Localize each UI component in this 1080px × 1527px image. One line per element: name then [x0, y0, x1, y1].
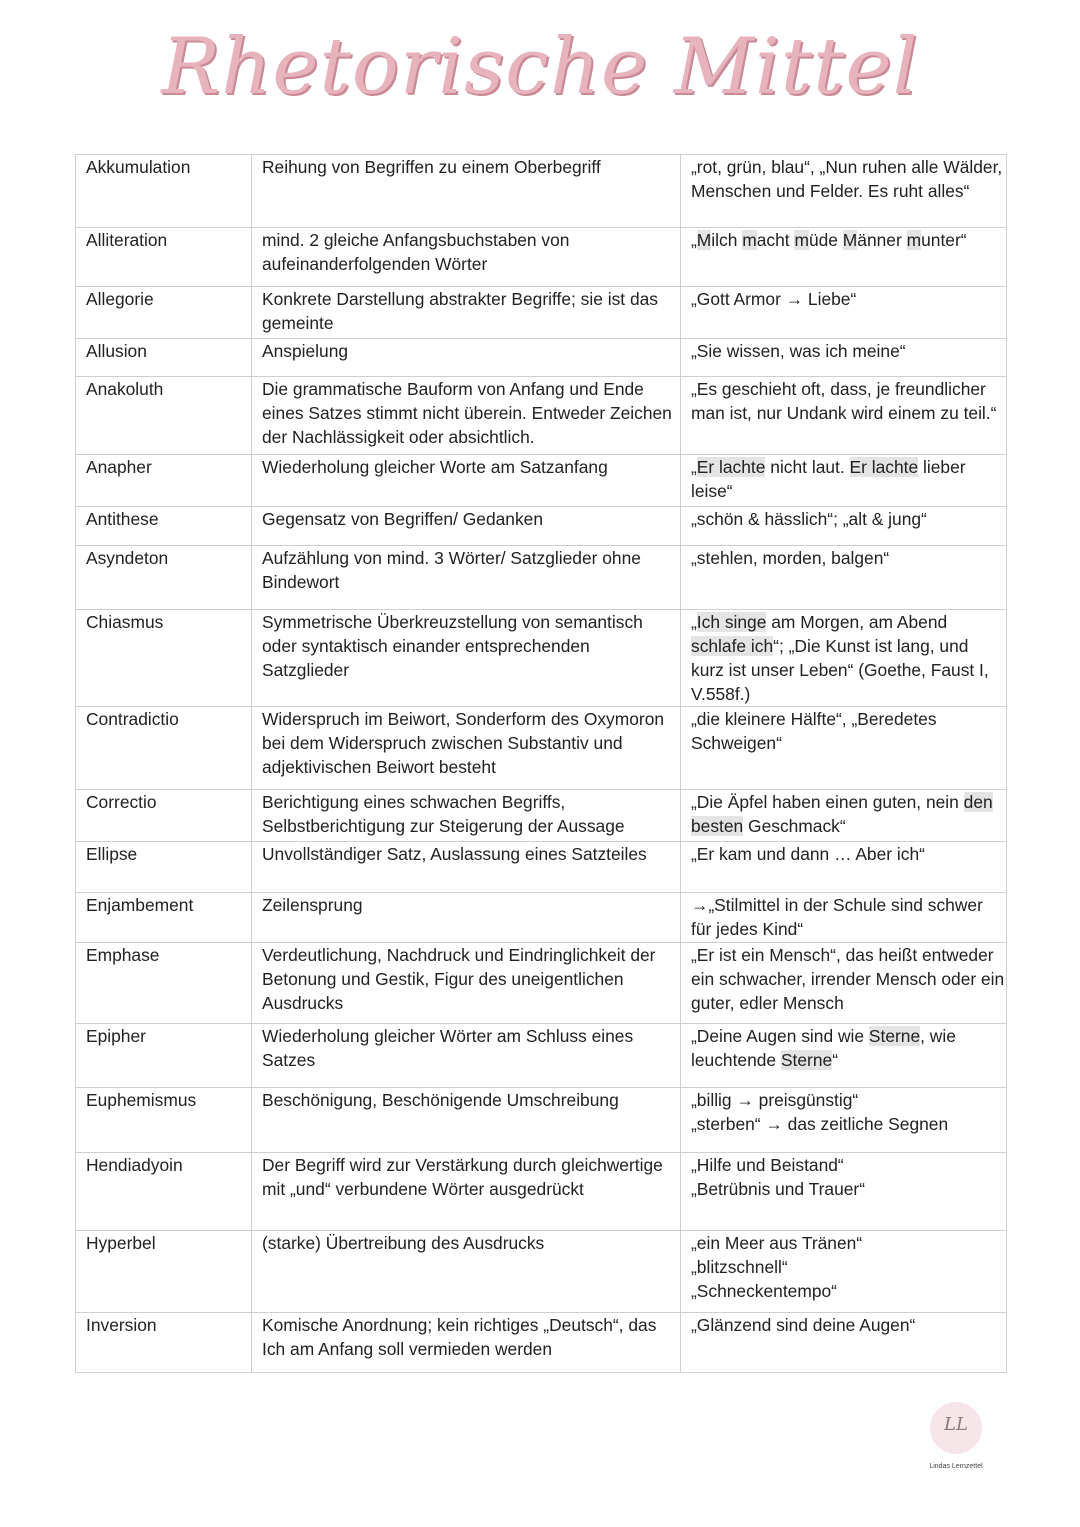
term-cell: Anapher [76, 455, 252, 507]
table-row [76, 507, 1007, 546]
term-cell: Correctio [76, 790, 252, 842]
example-text: „Er kam und dann … Aber ich“ [691, 844, 925, 864]
example-text: „Betrübnis und Trauer“ [691, 1179, 865, 1199]
term-cell: Antithese [76, 507, 252, 546]
example-text: „Deine Augen sind wie [691, 1026, 869, 1046]
term-cell: Allusion [76, 339, 252, 377]
example-text: „rot, grün, blau“, „Nun ruhen alle Wälder, Menschen und Felder. Es ruht alles“ [691, 157, 1003, 201]
page-title: Rhetorische Mittel [161, 22, 919, 112]
term-cell: Enjambement [76, 893, 252, 943]
example-text: “ [832, 1050, 838, 1070]
table-row [76, 610, 1007, 707]
example-cell [681, 228, 1007, 287]
definition-cell: Gegensatz von Begriffen/ Gedanken [252, 507, 681, 546]
term-cell: Hendiadyoin [76, 1153, 252, 1231]
example-cell [681, 1153, 1007, 1231]
example-cell [681, 1024, 1007, 1088]
example-cell [681, 546, 1007, 610]
definition-cell: Konkrete Darstellung abstrakter Begriffe; sie ist das gemeinte [252, 287, 681, 339]
table-row [76, 377, 1007, 455]
example-text: “; „Die Kunst ist lang, und kurz ist unser Leben“ (Goethe, Faust I, V.558f.) [691, 636, 989, 704]
example-text: unter“ [921, 230, 967, 250]
table-row [76, 339, 1007, 377]
definition-cell: Wiederholung gleicher Wörter am Schluss eines Satzes [252, 1024, 681, 1088]
example-text: „ [691, 457, 697, 477]
example-text: „Sie wissen, was ich meine“ [691, 341, 906, 361]
highlighted-text: m [794, 230, 809, 250]
term-cell: Emphase [76, 943, 252, 1024]
table-row [76, 790, 1007, 842]
example-cell [681, 455, 1007, 507]
example-text: nicht laut. [765, 457, 850, 477]
logo [930, 1402, 982, 1454]
example-text: „billig → preisgünstig“ [691, 1090, 859, 1110]
highlighted-text: M [696, 230, 712, 250]
table-row [76, 1231, 1007, 1313]
definition-cell: Komische Anordnung; kein richtiges „Deutsch“, das Ich am Anfang soll vermieden werden [252, 1313, 681, 1373]
term-cell: Allegorie [76, 287, 252, 339]
highlighted-text: Er lachte [849, 457, 919, 477]
definition-cell: Die grammatische Bauform von Anfang und Ende eines Satzes stimmt nicht überein. Entweder Zeichen der Nachlässigkeit oder absichtlich. [252, 377, 681, 455]
example-text: „Gott Armor → Liebe“ [691, 289, 857, 309]
table-row [76, 842, 1007, 893]
example-cell [681, 1231, 1007, 1313]
term-cell: Hyperbel [76, 1231, 252, 1313]
term-cell: Ellipse [76, 842, 252, 893]
example-cell [681, 943, 1007, 1024]
example-cell [681, 507, 1007, 546]
table-row [76, 1024, 1007, 1088]
example-text: acht [756, 230, 795, 250]
term-cell: Euphemismus [76, 1088, 252, 1153]
example-text: →„Stilmittel in der Schule sind schwer für jedes Kind“ [691, 895, 983, 939]
logo-caption: Lindas Lernzettel [929, 1463, 983, 1470]
example-cell [681, 339, 1007, 377]
highlighted-text: m [742, 230, 757, 250]
example-text: „ [691, 612, 697, 632]
example-cell [681, 287, 1007, 339]
table-row [76, 155, 1007, 228]
example-text: „Schneckentempo“ [691, 1281, 837, 1301]
rhetoric-table [75, 154, 1007, 1373]
table-row [76, 455, 1007, 507]
highlighted-text: Er lachte [696, 457, 766, 477]
definition-cell: Aufzählung von mind. 3 Wörter/ Satzglieder ohne Bindewort [252, 546, 681, 610]
definition-cell: (starke) Übertreibung des Ausdrucks [252, 1231, 681, 1313]
example-text: „schön & hässlich“; „alt & jung“ [691, 509, 927, 529]
example-text: „blitzschnell“ [691, 1257, 788, 1277]
highlighted-text: Ich singe [696, 612, 767, 632]
table-row [76, 546, 1007, 610]
term-cell: Epipher [76, 1024, 252, 1088]
example-text: ilch [711, 230, 743, 250]
definition-cell: Der Begriff wird zur Verstärkung durch gleichwertige mit „und“ verbundene Wörter ausgedrückt [252, 1153, 681, 1231]
example-text: „Es geschieht oft, dass, je freundlicher man ist, nur Undank wird einem zu teil.“ [691, 379, 997, 423]
term-cell: Asyndeton [76, 546, 252, 610]
definition-cell: Verdeutlichung, Nachdruck und Eindringlichkeit der Betonung und Gestik, Figur des uneigentlichen Ausdrucks [252, 943, 681, 1024]
example-text: Geschmack“ [743, 816, 846, 836]
term-cell: Chiasmus [76, 610, 252, 707]
example-cell [681, 1088, 1007, 1153]
definition-cell: Unvollständiger Satz, Auslassung eines Satzteiles [252, 842, 681, 893]
example-text: änner [857, 230, 907, 250]
definition-cell: Widerspruch im Beiwort, Sonderform des Oxymoron bei dem Widerspruch zwischen Substantiv und adjektivischen Beiwort besteht [252, 707, 681, 790]
term-cell: Akkumulation [76, 155, 252, 228]
example-text: „Er ist ein Mensch“, das heißt entweder ein schwacher, irrender Mensch oder ein guter, edler Mensch [691, 945, 1005, 1013]
table-row [76, 893, 1007, 943]
definition-cell: Reihung von Begriffen zu einem Oberbegriff [252, 155, 681, 228]
table-row [76, 1313, 1007, 1373]
highlighted-text: schlafe ich [691, 636, 774, 656]
example-cell [681, 1313, 1007, 1373]
example-cell [681, 377, 1007, 455]
highlighted-text: Sterne [868, 1026, 921, 1046]
logo-initials: LL [944, 1414, 968, 1435]
definition-cell: Beschönigung, Beschönigende Umschreibung [252, 1088, 681, 1153]
table-row [76, 287, 1007, 339]
term-cell: Anakoluth [76, 377, 252, 455]
example-text: lieber leise“ [691, 457, 966, 501]
example-text: am Morgen, am Abend [766, 612, 948, 632]
table-row [76, 707, 1007, 790]
term-cell: Inversion [76, 1313, 252, 1373]
example-text: „die kleinere Hälfte“, „Beredetes Schweigen“ [691, 709, 937, 753]
table-row [76, 1088, 1007, 1153]
example-cell [681, 155, 1007, 228]
term-cell: Alliteration [76, 228, 252, 287]
example-text: „Die Äpfel haben einen guten, nein [691, 792, 964, 812]
table-row [76, 228, 1007, 287]
example-cell [681, 842, 1007, 893]
highlighted-text: M [842, 230, 858, 250]
example-cell [681, 893, 1007, 943]
example-text: „Glänzend sind deine Augen“ [691, 1315, 916, 1335]
example-text: „Hilfe und Beistand“ [691, 1155, 844, 1175]
example-text: üde [808, 230, 843, 250]
example-text: „ [691, 230, 697, 250]
example-text: „stehlen, morden, balgen“ [691, 548, 890, 568]
definition-cell: Berichtigung eines schwachen Begriffs, Selbstberichtigung zur Steigerung der Aussage [252, 790, 681, 842]
highlighted-text: den besten [691, 792, 993, 836]
example-cell [681, 707, 1007, 790]
definition-cell: Zeilensprung [252, 893, 681, 943]
example-text: „ein Meer aus Tränen“ [691, 1233, 863, 1253]
table-row [76, 1153, 1007, 1231]
highlighted-text: Sterne [780, 1050, 833, 1070]
definition-cell: mind. 2 gleiche Anfangsbuchstaben von aufeinanderfolgenden Wörter [252, 228, 681, 287]
definition-cell: Wiederholung gleicher Worte am Satzanfang [252, 455, 681, 507]
example-text: „sterben“ → das zeitliche Segnen [691, 1114, 949, 1134]
table-row [76, 943, 1007, 1024]
example-cell [681, 790, 1007, 842]
highlighted-text: m [906, 230, 922, 250]
definition-cell: Symmetrische Überkreuzstellung von semantisch oder syntaktisch einander entsprechenden Satzglieder [252, 610, 681, 707]
definition-cell: Anspielung [252, 339, 681, 377]
term-cell: Contradictio [76, 707, 252, 790]
example-cell [681, 610, 1007, 707]
example-text: , wie leuchtende [691, 1026, 956, 1070]
